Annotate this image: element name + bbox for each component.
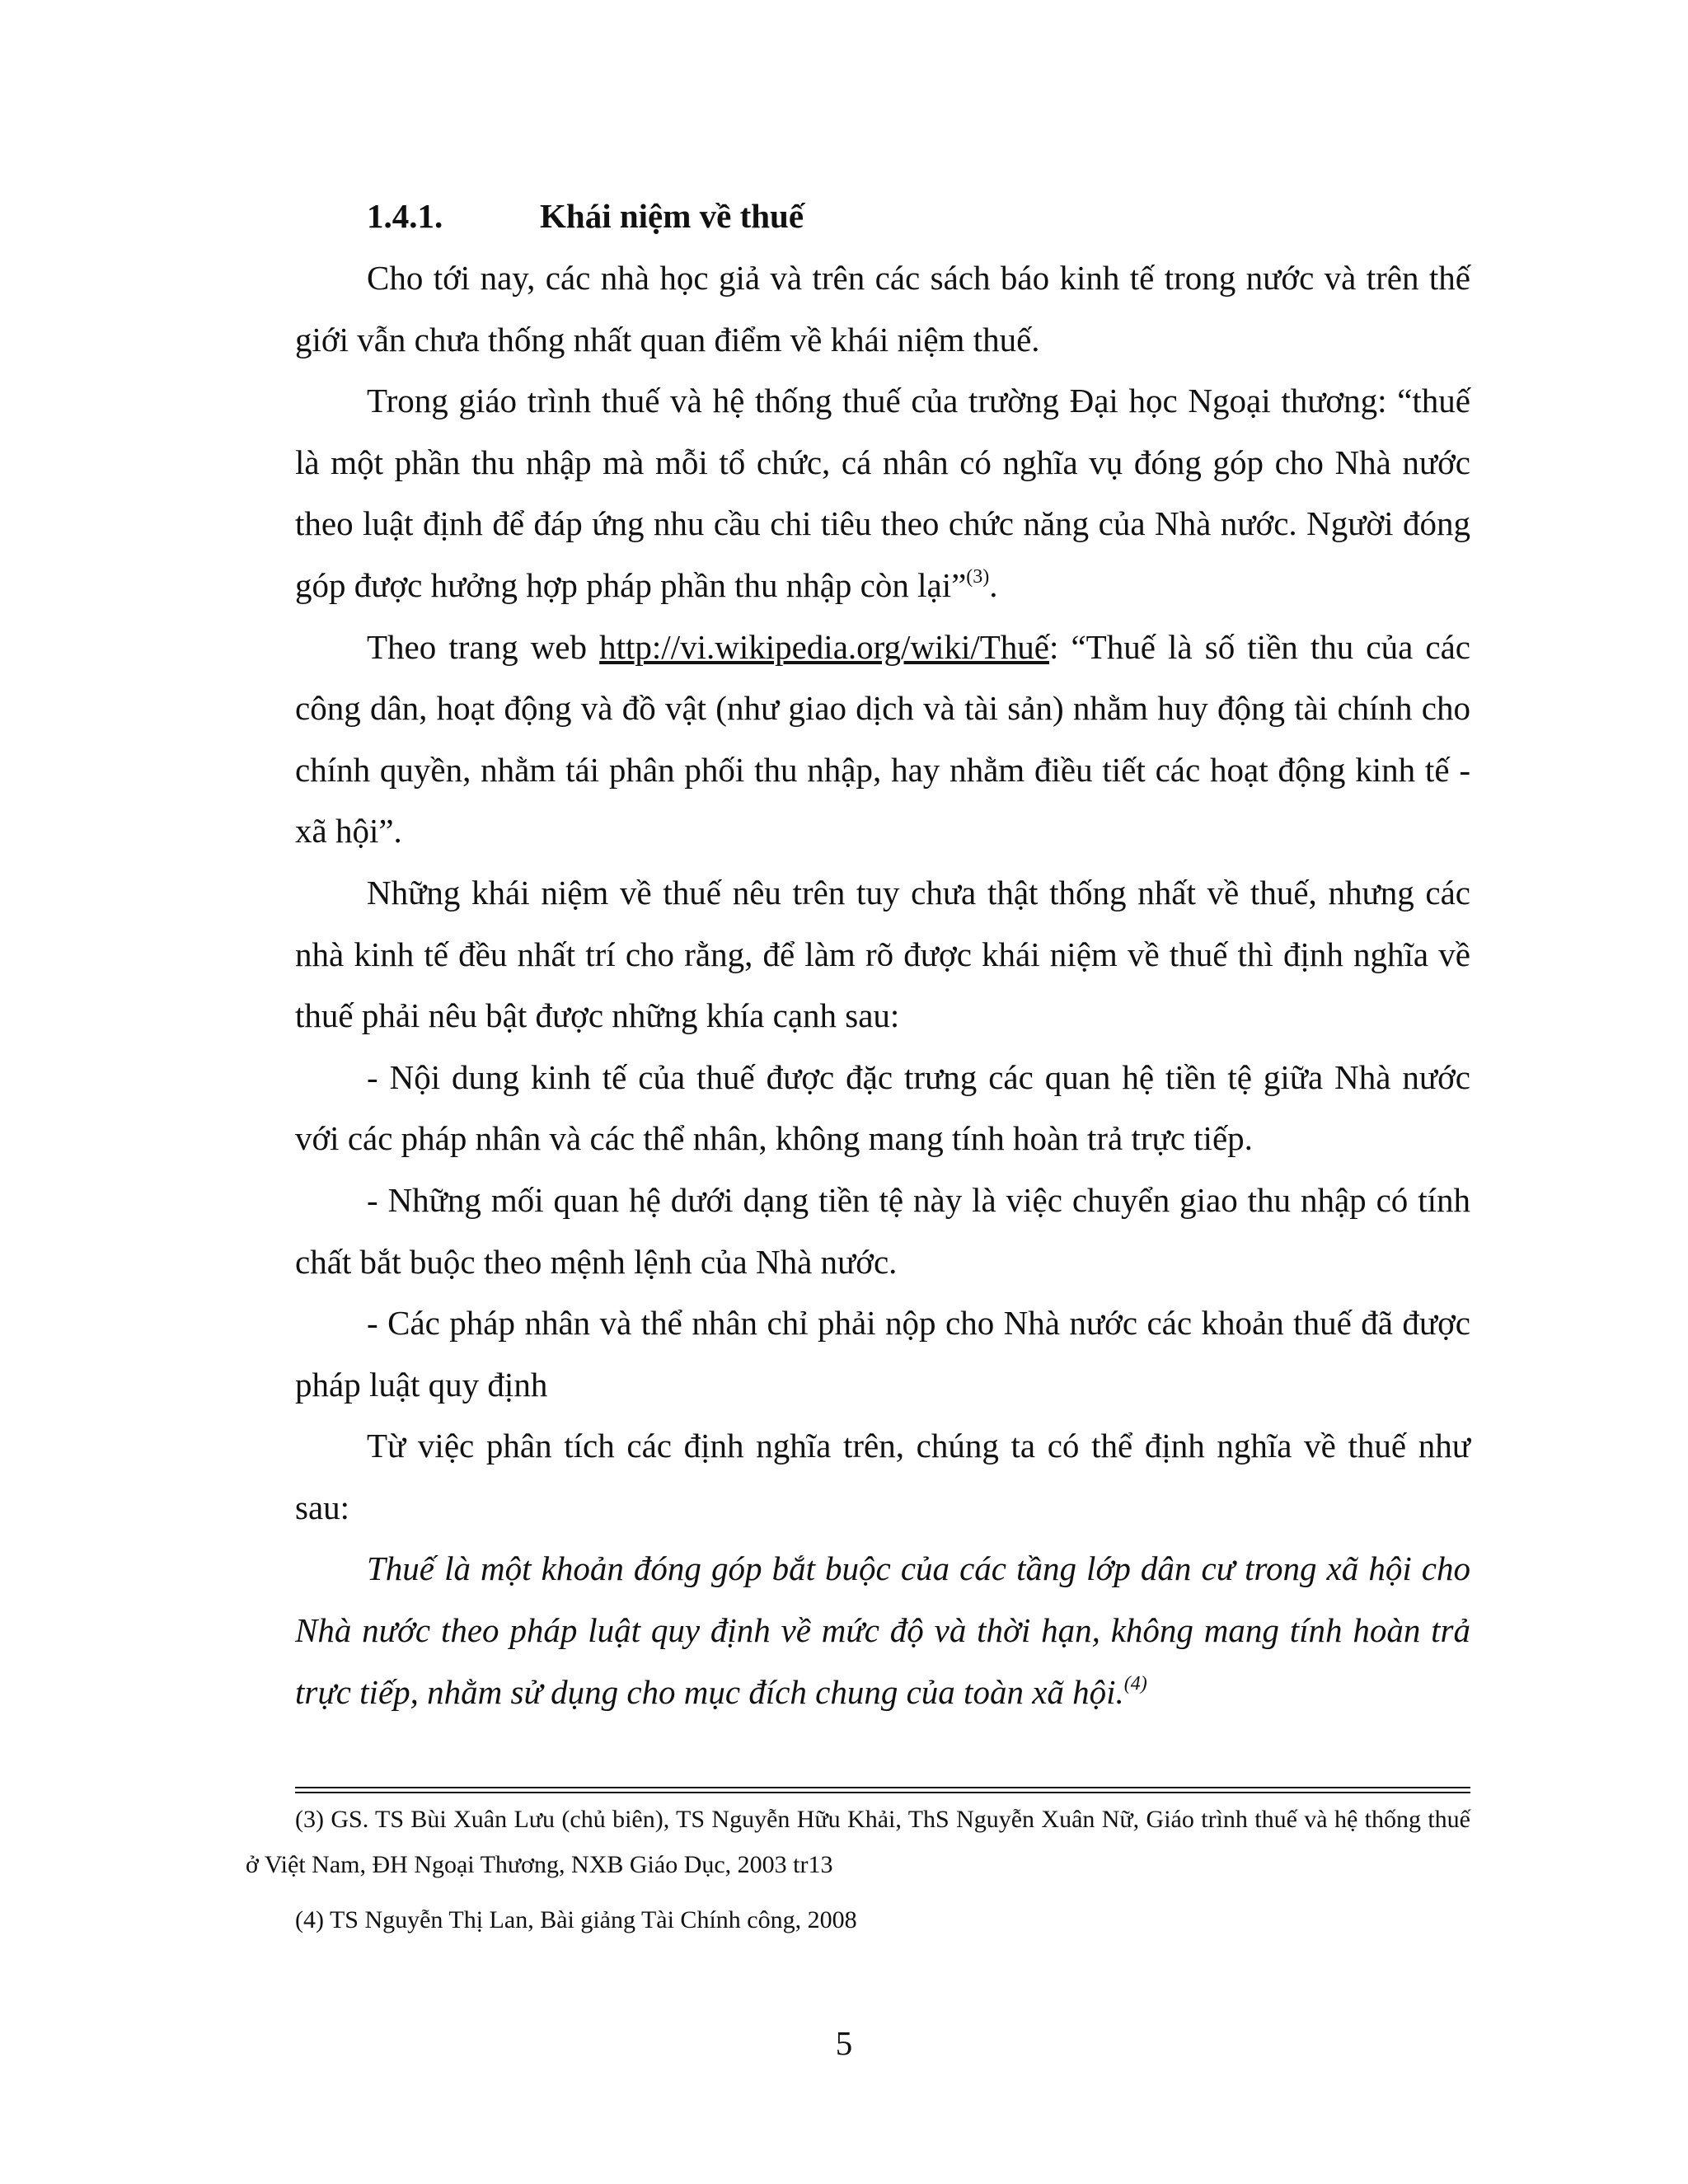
footnote-3: (3) GS. TS Bùi Xuân Lưu (chủ biên), TS Nguyễn Hữu Khải, ThS Nguyễn Xuân Nữ, Giáo trình thuế và hệ thống thuế ở Việt Nam, ĐH Ngoại Thương, NXB Giáo Dục, 2003 tr13 <box>246 1806 1470 1878</box>
paragraph: Những khái niệm về thuế nêu trên tuy chưa thật thống nhất về thuế, nhưng các nhà kinh tế đều nhất trí cho rằng, để làm rõ được khái niệm về thuế thì định nghĩa về thuế phải nêu bật được những khía cạnh sau: <box>295 873 1470 1035</box>
paragraph: Từ việc phân tích các định nghĩa trên, chúng ta có thể định nghĩa về thuế như sau: <box>295 1427 1470 1526</box>
footnote-4: (4) TS Nguyễn Thị Lan, Bài giảng Tài Chính công, 2008 <box>295 1906 857 1933</box>
footnote-divider <box>295 1787 1470 1788</box>
paragraph: Cho tới nay, các nhà học giả và trên các sách báo kinh tế trong nước và trên thế giới vẫn chưa thống nhất quan điểm về khái niệm thuế. <box>295 259 1470 359</box>
paragraph-text: Theo trang web <box>367 627 600 666</box>
bullet-item: - Nội dung kinh tế của thuế được đặc trưng các quan hệ tiền tệ giữa Nhà nước với các pháp nhân và các thể nhân, không mang tính hoàn trả trực tiếp. <box>295 1057 1470 1158</box>
footnotes <box>246 1797 1470 1943</box>
footnote-ref[interactable]: (4) <box>1123 1672 1147 1694</box>
footnote-ref[interactable]: (3) <box>966 565 990 588</box>
paragraph-text: Trong giáo trình thuế và hệ thống thuế của trường Đại học Ngoại thương: “thuế là một phần thu nhập mà mỗi tổ chức, cá nhân có nghĩa vụ đóng góp cho Nhà nước theo luật định để đáp ứng nhu cầu chi tiêu theo chức năng của Nhà nước. Người đóng góp được hưởng hợp pháp phần thu nhập còn lại” <box>295 382 1470 604</box>
paragraph-text: : “Thuế là số tiền thu của các công dân, hoạt động và đồ vật (như giao dịch và tài sản) nhằm huy động tài chính cho chính quyền, nhằm tái phân phối thu nhập, hay nhằm điều tiết các hoạt động kinh tế - xã hội”. <box>295 627 1470 851</box>
paragraph-wikipedia <box>295 616 1470 862</box>
period: . <box>989 565 998 604</box>
definition-paragraph <box>295 1538 1470 1722</box>
page-number: 5 <box>835 2024 853 2062</box>
wikipedia-link[interactable]: http://vi.wikipedia.org/wiki/Thuế <box>599 627 1049 666</box>
paragraph-quote-textbook <box>295 370 1470 616</box>
section-heading <box>367 196 804 236</box>
section-number: 1.4.1. <box>367 197 443 235</box>
footnote-divider <box>295 1792 1470 1793</box>
body-text <box>295 247 1470 1722</box>
bullet-item: - Những mối quan hệ dưới dạng tiền tệ này là việc chuyển giao thu nhập có tính chất bắt buộc theo mệnh lệnh của Nhà nước. <box>295 1180 1470 1281</box>
bullet-item: - Các pháp nhân và thể nhân chỉ phải nộp cho Nhà nước các khoản thuế đã được pháp luật quy định <box>295 1304 1470 1404</box>
section-title: Khái niệm về thuế <box>540 197 804 235</box>
definition-text: Thuế là một khoản đóng góp bắt buộc của các tầng lớp dân cư trong xã hội cho Nhà nước theo pháp luật quy định về mức độ và thời hạn, không mang tính hoàn trả trực tiếp, nhằm sử dụng cho mục đích chung của toàn xã hội. <box>295 1549 1470 1711</box>
